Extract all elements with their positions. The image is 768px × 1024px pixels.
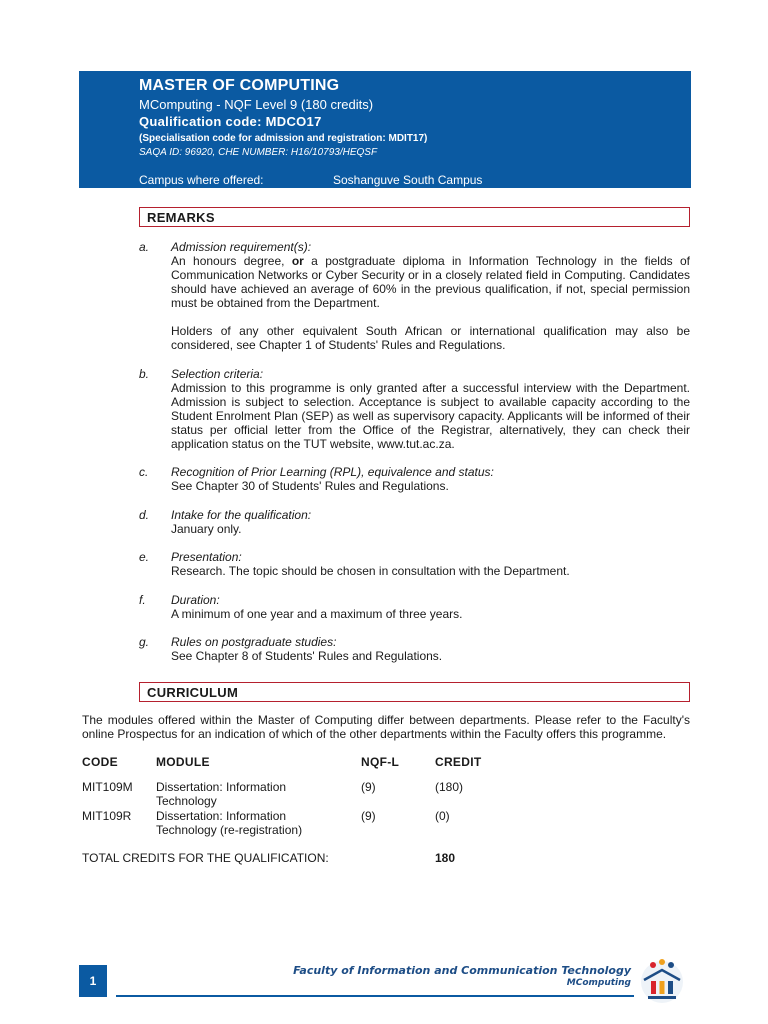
page-number: 1 bbox=[79, 965, 107, 997]
remark-item-admission bbox=[139, 240, 690, 352]
column-header-nqf: NQF-L bbox=[361, 755, 400, 769]
remark-heading: Admission requirement(s): bbox=[171, 240, 312, 254]
remark-text: A minimum of one year and a maximum of three years. bbox=[171, 607, 463, 621]
remark-heading: Recognition of Prior Learning (RPL), equivalence and status: bbox=[171, 465, 494, 479]
module-nqf: (9) bbox=[361, 780, 376, 794]
campus-line bbox=[139, 173, 691, 188]
remark-text: See Chapter 8 of Students' Rules and Regulations. bbox=[171, 649, 443, 663]
module-nqf: (9) bbox=[361, 809, 376, 823]
remark-letter: g. bbox=[139, 635, 150, 649]
qualification-code: Qualification code: MDCO17 bbox=[139, 114, 322, 129]
remark-item-intake bbox=[139, 508, 690, 536]
module-name: Dissertation: Information Technology (re-registration) bbox=[156, 809, 303, 837]
total-credits-label: TOTAL CREDITS FOR THE QUALIFICATION: bbox=[82, 851, 329, 865]
curriculum-heading: CURRICULUM bbox=[139, 682, 690, 702]
remark-letter: f. bbox=[139, 593, 146, 607]
qualification-header bbox=[79, 71, 691, 188]
remark-heading: Presentation: bbox=[171, 550, 242, 564]
remark-item-duration bbox=[139, 593, 690, 621]
saqa-id: SAQA ID: 96920, CHE NUMBER: H16/10793/HEQSF bbox=[139, 147, 378, 158]
remark-letter: c. bbox=[139, 465, 149, 479]
remark-text: See Chapter 30 of Students' Rules and Regulations. bbox=[171, 479, 449, 493]
column-header-credit: CREDIT bbox=[435, 755, 482, 769]
remark-item-presentation bbox=[139, 550, 690, 578]
footer-programme: MComputing bbox=[566, 978, 631, 988]
remark-letter: b. bbox=[139, 367, 150, 381]
remark-text: Research. The topic should be chosen in consultation with the Department. bbox=[171, 564, 570, 578]
remark-letter: d. bbox=[139, 508, 150, 522]
remark-item-selection bbox=[139, 367, 690, 451]
tut-logo-icon bbox=[638, 956, 686, 1004]
curriculum-intro: The modules offered within the Master of Computing differ between departments. Please refer to the Faculty's online Prospectus for an indication of which of the other departments within the Faculty offers this programme. bbox=[82, 713, 690, 741]
footer-divider bbox=[116, 995, 634, 997]
remark-heading: Intake for the qualification: bbox=[171, 508, 312, 522]
column-header-module: MODULE bbox=[156, 755, 210, 769]
remark-letter: a. bbox=[139, 240, 150, 254]
remark-heading: Duration: bbox=[171, 593, 220, 607]
campus-label: Campus where offered: bbox=[139, 173, 264, 187]
module-credit: (180) bbox=[435, 780, 464, 794]
qualification-title: MASTER OF COMPUTING bbox=[139, 77, 340, 94]
remark-text: January only. bbox=[171, 522, 242, 536]
remark-letter: e. bbox=[139, 550, 150, 564]
qualification-subtitle: MComputing - NQF Level 9 (180 credits) bbox=[139, 97, 374, 112]
footer-faculty: Faculty of Information and Communication Technology bbox=[293, 964, 631, 977]
remark-text: Admission to this programme is only granted after a successful interview with the Department. Admission is subject to selection. Acceptance is subject to available capacity according to the Student Enrolment Plan (SEP) as well as supervisory capacity. Applicants will be informed of their status per official letter from the Office of the Registrar, alternatively, they can check their application status on the TUT website, www.tut.ac.za. bbox=[171, 381, 690, 451]
remark-item-rpl bbox=[139, 465, 690, 493]
remark-heading: Rules on postgraduate studies: bbox=[171, 635, 337, 649]
total-credits-value: 180 bbox=[435, 851, 456, 865]
remark-heading: Selection criteria: bbox=[171, 367, 264, 381]
module-code: MIT109M bbox=[82, 780, 133, 794]
remark-extra-text: Holders of any other equivalent South African or international qualification may also be considered, see Chapter 1 of Students' Rules and Regulations. bbox=[171, 324, 690, 352]
module-name: Dissertation: Information Technology bbox=[156, 780, 287, 808]
module-code: MIT109R bbox=[82, 809, 132, 823]
specialisation-code: (Specialisation code for admission and registration: MDIT17) bbox=[139, 133, 428, 144]
campus-value: Soshanguve South Campus bbox=[333, 173, 483, 187]
remarks-heading: REMARKS bbox=[139, 207, 690, 227]
column-header-code: CODE bbox=[82, 755, 118, 769]
remark-item-rules bbox=[139, 635, 690, 663]
module-credit: (0) bbox=[435, 809, 450, 823]
remark-text: An honours degree, or a postgraduate diploma in Information Technology in the fields of Communication Networks or Cyber Security or in a closely related field in Computing. Candidates should have achieved an average of 60% in the previous qualification, if not, special permission must be obtained from the Department. bbox=[171, 254, 691, 310]
